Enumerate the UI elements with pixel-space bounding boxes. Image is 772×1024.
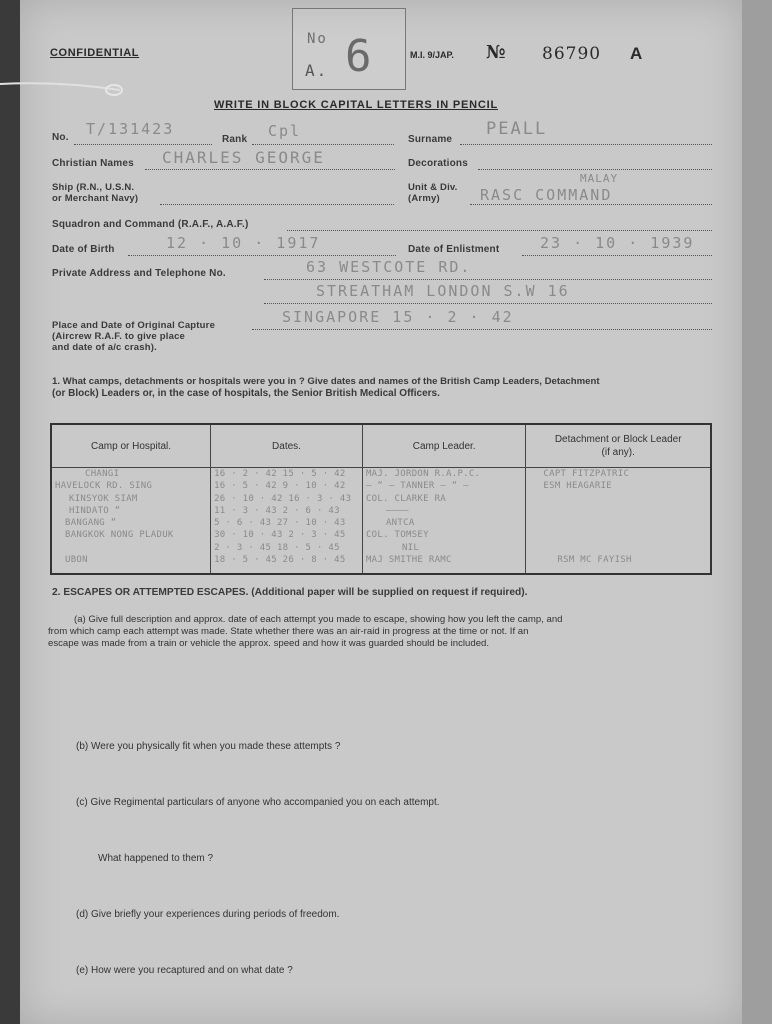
table-cell: 30 · 10 · 43 2 · 3 · 45 [214, 530, 346, 541]
camps-table [50, 423, 712, 575]
question-2-title: 2. ESCAPES OR ATTEMPTED ESCAPES. (Additional paper will be supplied on request if required). [52, 587, 528, 598]
detachment-leader-column [526, 468, 711, 575]
stamp-letter: A. [305, 61, 329, 80]
no-value: T/131423 [86, 120, 175, 138]
address-line-1: 63 WESTCOTE RD. [306, 258, 472, 276]
dates-column [211, 468, 363, 575]
reference-label: M.I. 9/JAP. [410, 50, 454, 60]
table-cell: KINSYOK SIAM [69, 493, 138, 504]
capture-value: SINGAPORE 15 · 2 · 42 [282, 308, 514, 326]
table-cell: ———— [385, 505, 409, 516]
capture-label: Place and Date of Original Capture (Aircrew R.A.F. to give place and date of a/c crash). [52, 320, 216, 353]
table-cell: BANGKOK NONG PLADUK [65, 530, 174, 541]
table-cell [55, 542, 207, 554]
table-cell: UBON [65, 555, 88, 566]
unit-value-1: MALAY [580, 172, 619, 185]
table-cell: RSM MC FAYISH [557, 555, 632, 566]
header-camp: Camp or Hospital. [51, 424, 211, 468]
question-2a: (a) Give full description and approx. date of each attempt you made to escape, showing how you left the camp, and from which camp each attempt was made. State whether there was an air-raid in progress at the time or not. If an escape was made from a train or vehicle the approx. speed and how it was guarded should be included. [48, 614, 563, 649]
table-cell: COL. TOMSEY [365, 530, 429, 541]
table-cell: CHANGI [85, 469, 120, 479]
rank-label: Rank [222, 134, 248, 145]
rank-value: Cpl [268, 122, 302, 140]
stamp-number: 6 [345, 31, 374, 82]
header-dates: Dates. [211, 424, 363, 468]
unit-value-2: RASC COMMAND [480, 186, 613, 204]
no-label: No. [52, 132, 69, 143]
table-cell: ESM HEAGARIE [543, 481, 613, 492]
table-cell: 26 · 10 · 42 16 · 3 · 43 [214, 493, 352, 504]
table-cell: ANTCA [385, 518, 415, 529]
ship-label: Ship (R.N., U.S.N. or Merchant Navy) [52, 182, 139, 204]
christian-names-value: CHARLES GEORGE [162, 148, 325, 167]
table-cell: MAJ SMITHE RAMC [365, 555, 452, 566]
stamp-box [292, 8, 406, 90]
unit-label: Unit & Div. (Army) [408, 182, 458, 204]
serial-suffix: A [630, 44, 643, 63]
dob-label: Date of Birth [52, 244, 115, 255]
table-cell: 16 · 2 · 42 15 · 5 · 42 [214, 469, 346, 479]
question-2c-followup: What happened to them ? [98, 853, 214, 864]
question-2b: (b) Were you physically fit when you made these attempts ? [76, 741, 341, 752]
question-2e: (e) How were you recaptured and on what date ? [76, 965, 293, 976]
table-cell: HINDATO “ [69, 505, 121, 516]
decorations-label: Decorations [408, 158, 468, 169]
surname-value: PEALL [486, 119, 548, 139]
table-cell: COL. CLARKE RA [365, 493, 447, 504]
camp-column [51, 468, 211, 575]
number-sign: № [486, 42, 506, 63]
squadron-label: Squadron and Command (R.A.F., A.A.F.) [52, 219, 249, 230]
table-cell [529, 505, 707, 517]
enlistment-value: 23 · 10 · 1939 [540, 234, 695, 252]
table-cell [529, 517, 707, 529]
question-2d: (d) Give briefly your experiences during periods of freedom. [76, 909, 340, 920]
table-cell: BANGANG “ [65, 518, 117, 529]
table-cell: NIL [401, 542, 420, 553]
table-cell: 5 · 6 · 43 27 · 10 · 43 [214, 518, 346, 529]
question-1: 1. What camps, detachments or hospitals were you in ? Give dates and names of the British Camp Leaders, Detachment (or Block) Leaders or, in the case of hospitals, the Senior British Medical Officers. [52, 376, 600, 399]
table-cell: — “ — TANNER — “ — [365, 481, 469, 492]
table-cell: HAVELOCK RD. SING [55, 481, 153, 492]
instruction-heading: WRITE IN BLOCK CAPITAL LETTERS IN PENCIL [214, 99, 498, 111]
table-cell: CAPT FITZPATRIC [543, 469, 630, 479]
camp-leader-column [362, 468, 525, 575]
surname-label: Surname [408, 134, 453, 145]
enlistment-label: Date of Enlistment [408, 244, 500, 255]
back-sheet-edge [738, 0, 772, 1024]
header-detachment-leader: Detachment or Block Leader (if any). [526, 424, 711, 468]
address-line-2: STREATHAM LONDON S.W 16 [316, 282, 570, 300]
binding-edge [0, 0, 22, 1024]
table-cell [529, 493, 707, 505]
christian-names-label: Christian Names [52, 158, 134, 169]
dob-value: 12 · 10 · 1917 [166, 234, 321, 252]
table-cell: MAJ. JORDON R.A.P.C. [365, 469, 481, 479]
table-cell: 18 · 5 · 45 26 · 8 · 45 [214, 555, 346, 566]
table-cell [529, 542, 707, 554]
serial-number: 86790 [542, 44, 602, 64]
stamp-no: No [307, 31, 328, 47]
table-cell [529, 529, 707, 541]
question-2c: (c) Give Regimental particulars of anyone who accompanied you on each attempt. [76, 797, 440, 808]
address-label: Private Address and Telephone No. [52, 268, 226, 279]
table-cell: 11 · 3 · 43 2 · 6 · 43 [214, 505, 340, 516]
table-cell: 16 · 5 · 42 9 · 10 · 42 [214, 481, 346, 492]
table-cell: 2 · 3 · 45 18 · 5 · 45 [214, 542, 340, 553]
binding-string [0, 78, 125, 96]
header-camp-leader: Camp Leader. [362, 424, 525, 468]
confidential-label: CONFIDENTIAL [50, 47, 140, 59]
